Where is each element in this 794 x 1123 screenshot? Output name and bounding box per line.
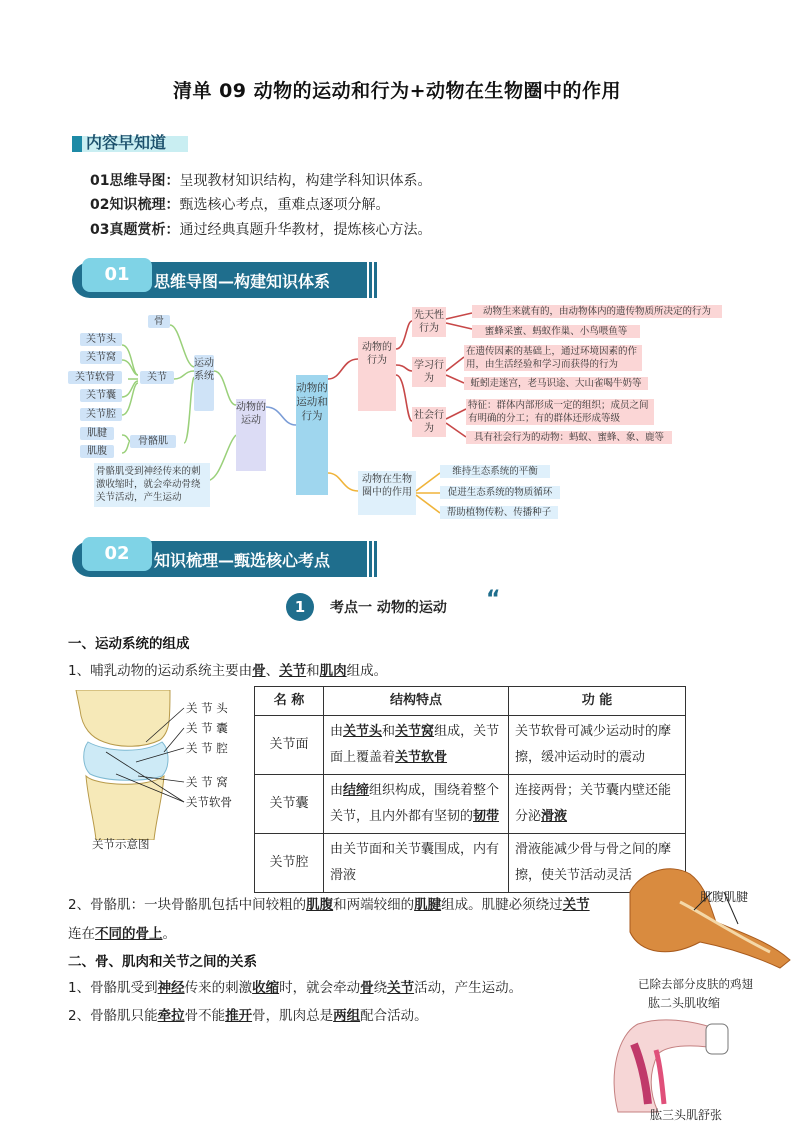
cell-function: 连接两骨；关节囊内壁还能分泌滑液	[509, 775, 686, 834]
quote-icon: “	[486, 587, 501, 612]
social-examples: 具有社会行为的动物：蚂蚁、蜜蜂、象、鹿等	[466, 431, 672, 444]
social-desc: 特征：群体内部形成一定的组织；成员之间有明确的分工；有的群体还形成等级	[466, 399, 654, 425]
part1-heading: 一、运动系统的组成	[68, 636, 190, 652]
page-title: 清单 09 动物的运动和行为+动物在生物圈中的作用	[172, 80, 622, 102]
learned-examples: 蚯蚓走迷宫，老马识途、大山雀喝牛奶等	[464, 377, 648, 390]
innate-examples: 蜜蜂采蜜、蚂蚁作巢、小鸟喂鱼等	[472, 325, 640, 338]
joint-socket-node: 关节窝	[80, 351, 122, 364]
arm-drawing	[598, 1004, 778, 1114]
behavior-node: 动物的行为	[358, 337, 396, 411]
joint-cartilage-node: 关节软骨	[68, 371, 122, 384]
chicken-wing-caption: 已除去部分皮肤的鸡翅	[638, 977, 753, 991]
arm-top-label: 肱二头肌收缩	[648, 996, 721, 1010]
intro-line-1: 01思维导图：呈现教材知识结构，构建学科知识体系。	[90, 173, 432, 189]
header-structure: 结构特点	[324, 687, 509, 716]
joint-head-label: 关 节 头	[186, 701, 228, 715]
joint-diagram-caption: 关节示意图	[92, 837, 150, 851]
joint-cavity-label: 关 节 腔	[186, 741, 228, 755]
social-node: 社会行为	[412, 407, 446, 437]
table-header-row	[255, 687, 686, 716]
role-item-1: 维持生态系统的平衡	[440, 465, 550, 478]
cell-function: 关节软骨可减少运动时的摩擦，缓冲运动时的震动	[509, 716, 686, 775]
badge-label: 内容早知道	[86, 133, 167, 152]
cell-structure: 由结缔组织构成，围绕着整个关节，且内外都有坚韧的韧带	[324, 775, 509, 834]
bone-node: 骨	[148, 315, 170, 328]
section-number: 02	[82, 537, 152, 571]
motion-node: 动物的运动	[236, 399, 266, 471]
innate-node: 先天性行为	[412, 307, 446, 337]
section-number: 01	[82, 258, 152, 292]
role-item-3: 帮助植物传粉、传播种子	[440, 506, 558, 519]
intro-line-2: 02知识梳理：甄选核心考点，重难点逐项分解。	[90, 197, 390, 213]
muscle-node: 骨骼肌	[130, 435, 176, 448]
keypoint-number: 1	[286, 593, 314, 621]
cell-name: 关节囊	[255, 775, 324, 834]
cell-function: 滑液能减少骨与骨之间的摩擦，使关节活动灵活	[509, 834, 686, 893]
part2-paragraph-2: 2、骨骼肌只能牵拉骨不能推开骨，肌肉总是两组配合活动。	[68, 1008, 428, 1024]
part1-paragraph: 1、哺乳动物的运动系统主要由骨、关节和肌肉组成。	[68, 663, 388, 679]
role-node: 动物在生物圈中的作用	[358, 471, 416, 515]
muscle-note-node: 骨骼肌受到神经传来的刺激收缩时，就会牵动骨绕关节活动，产生运动	[94, 463, 210, 507]
motion-system-node: 运动系统	[194, 355, 214, 411]
intro-line-3: 03真题赏析：通过经典真题升华教材，提炼核心方法。	[90, 222, 432, 238]
joint-head-node: 关节头	[80, 333, 122, 346]
joint-cartilage-label: 关节软骨	[186, 795, 232, 809]
role-item-2: 促进生态系统的物质循环	[440, 486, 560, 499]
arm-muscle-figure	[598, 994, 778, 1122]
section-title: 知识梳理—甄选核心考点	[154, 551, 331, 570]
header-function: 功 能	[509, 687, 686, 716]
section-title: 思维导图—构建知识体系	[154, 272, 331, 291]
cell-structure: 由关节头和关节窝组成，关节面上覆盖着关节软骨	[324, 716, 509, 775]
center-node: 动物的运动和行为	[296, 375, 328, 495]
joint-capsule-node: 关节囊	[80, 389, 122, 402]
chicken-wing-label: 肌腹肌腱	[700, 890, 749, 904]
cell-structure: 由关节面和关节囊围成，内有滑液	[324, 834, 509, 893]
table-row	[255, 775, 686, 834]
joint-capsule-label: 关 节 囊	[186, 721, 228, 735]
muscle-paragraph-line1: 2、骨骼肌：一块骨骼肌包括中间较粗的肌腹和两端较细的肌腱组成。肌腱必须绕过关节	[68, 897, 590, 913]
table-row	[255, 716, 686, 775]
cell-name: 关节面	[255, 716, 324, 775]
header-name: 名 称	[255, 687, 324, 716]
part2-paragraph-1: 1、骨骼肌受到神经传来的刺激收缩时，就会牵动骨绕关节活动，产生运动。	[68, 980, 523, 996]
joint-node: 关节	[140, 371, 174, 384]
cell-name: 关节腔	[255, 834, 324, 893]
joint-cavity-node: 关节腔	[80, 408, 122, 421]
mind-map	[66, 305, 736, 530]
section-banner-knowledge	[72, 541, 378, 577]
learned-node: 学习行为	[412, 357, 446, 387]
innate-desc: 动物生来就有的，由动物体内的遗传物质所决定的行为	[472, 305, 722, 318]
joint-diagram	[66, 690, 246, 860]
learned-desc: 在遗传因素的基础上，通过环境因素的作用，由生活经验和学习而获得的行为	[464, 345, 642, 371]
part2-heading: 二、骨、肌肉和关节之间的关系	[68, 954, 257, 970]
chicken-wing-drawing	[620, 862, 794, 972]
tendon-node: 肌腱	[80, 427, 114, 440]
muscle-paragraph-line2: 连在不同的骨上。	[68, 926, 176, 942]
keypoint-title: 考点一 动物的运动	[330, 600, 447, 616]
arm-bottom-label: 肱三头肌舒张	[650, 1108, 723, 1122]
content-preview-badge	[72, 130, 188, 152]
belly-node: 肌腹	[80, 445, 114, 458]
section-banner-mindmap	[72, 262, 378, 298]
chicken-wing-figure	[620, 862, 794, 992]
joint-socket-label: 关 节 窝	[186, 775, 228, 789]
